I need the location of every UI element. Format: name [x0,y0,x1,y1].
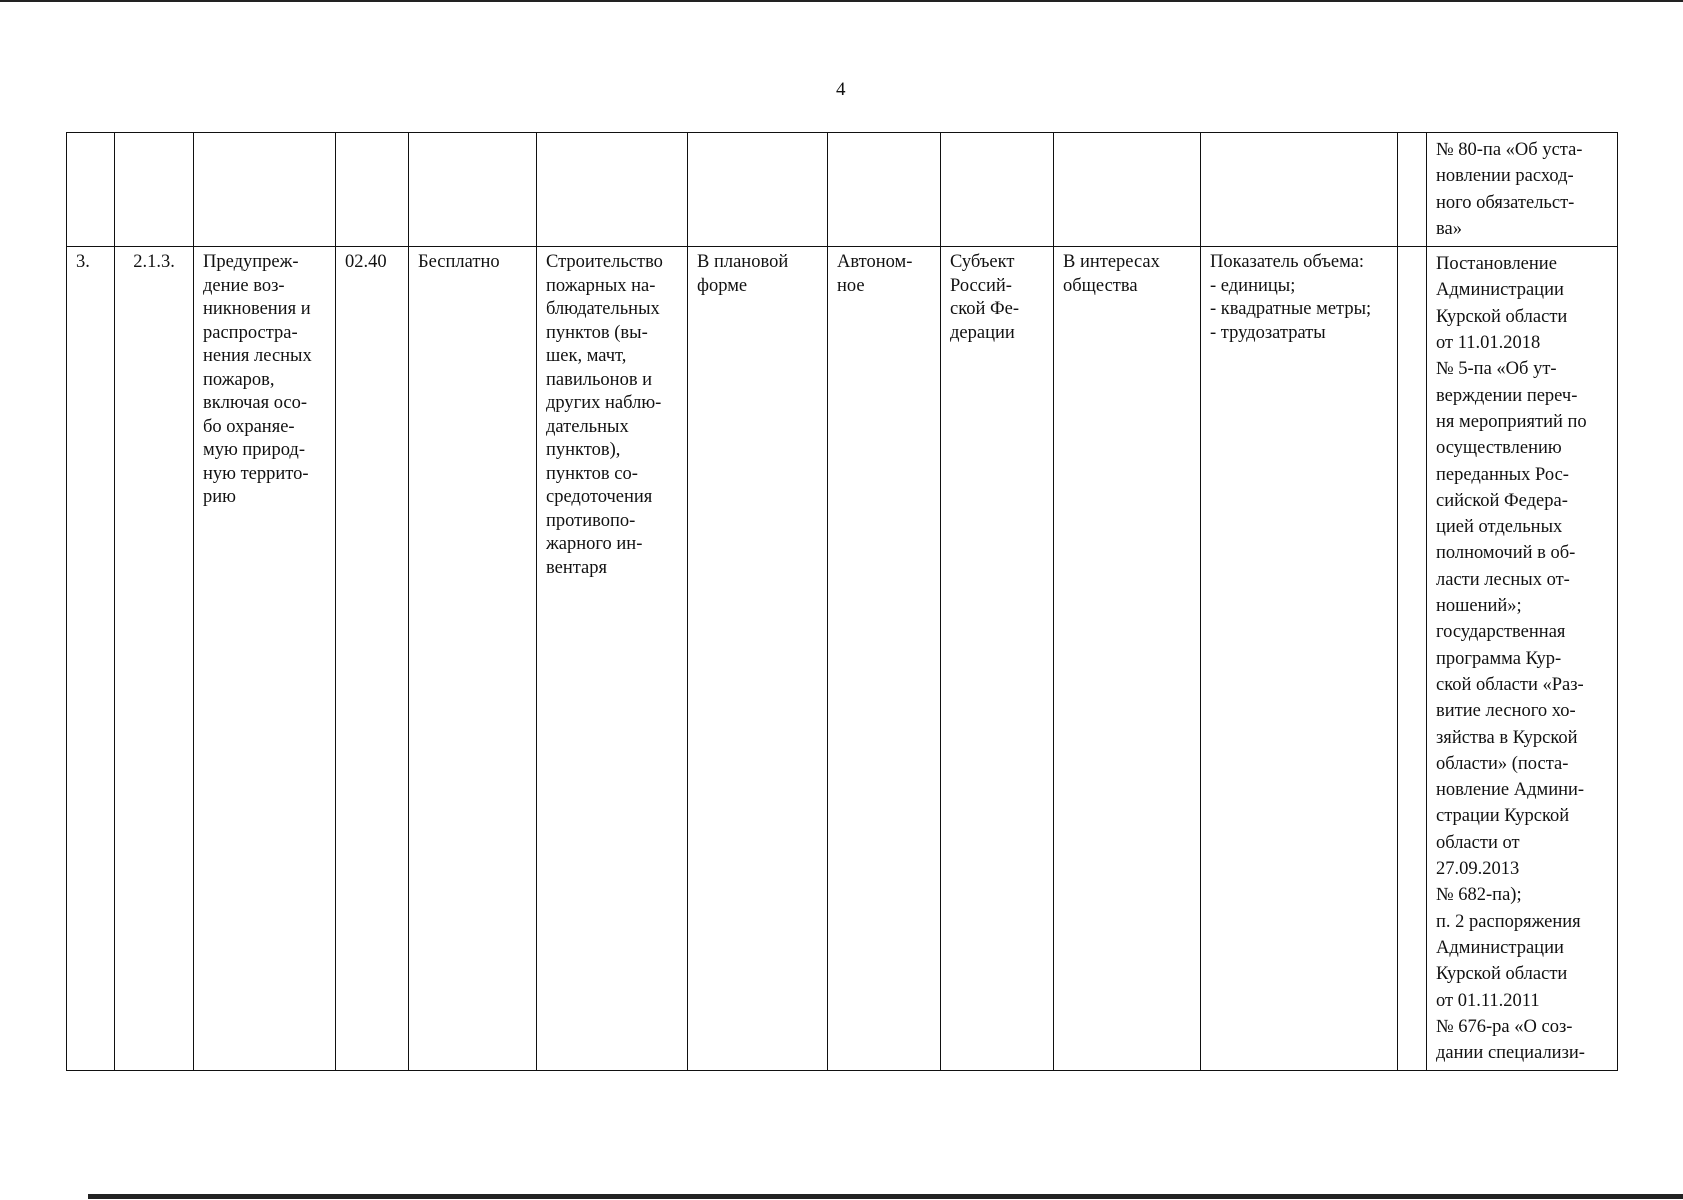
text-line: Администрации [1436,280,1564,301]
text-line: Администрации [1436,937,1564,958]
cell-empty [1398,247,1427,1071]
text-line: бо охраняе- [203,416,295,437]
cell-empty [688,133,828,247]
cell-interest [1054,247,1201,1071]
cell-content [537,247,688,1071]
cell-code: 2.1.3. [115,247,194,1071]
text-line: Показатель объема: [1210,252,1365,273]
text-line: никновения и [203,299,311,320]
text-line: рию [203,487,236,508]
text-line: Субъект [950,252,1015,273]
text-line: Курской области [1436,964,1568,985]
table-row-continuation [67,133,1618,247]
text-line: Россий- [950,275,1012,296]
text-line: В интересах [1063,252,1160,273]
text-line: пожаров, [203,369,275,390]
text-line: новление Админи- [1436,780,1585,801]
text-line: новлении расход- [1436,166,1574,187]
cell-activity-name [194,247,336,1071]
text-line: пунктов (вы- [546,322,648,343]
text-line: - квадратные метры; [1210,299,1372,320]
text-line: распростра- [203,322,298,343]
text-line: зяйства в Курской [1436,727,1578,748]
cell-payment: Бесплатно [409,247,537,1071]
text-line: ного обязательст- [1436,192,1575,213]
text-line: пожарных на- [546,275,656,296]
text-line: Предупреж- [203,252,299,273]
text-line: витие лесного хо- [1436,701,1576,722]
text-line: области» (поста- [1436,753,1569,774]
text-line: осуществлению [1436,438,1562,459]
text-line: от 11.01.2018 [1436,333,1541,354]
cell-row-number: 3. [67,247,115,1071]
cell-legal-basis [1427,247,1618,1071]
text-line: ня мероприятий по [1436,411,1587,432]
text-line: нения лесных [203,346,312,367]
activity-table [66,132,1618,1071]
text-line: Постановление [1436,254,1557,275]
text-line: шек, мачт, [546,346,627,367]
text-line: переданных Рос- [1436,464,1569,485]
text-line: ное [837,275,865,296]
text-line: ную террито- [203,463,309,484]
text-line: Курской области [1436,306,1568,327]
cell-empty [828,133,941,247]
text-line: жарного ин- [546,534,643,555]
cell-empty [1054,133,1201,247]
page-bottom-rule [88,1194,1683,1199]
table-row-3 [67,247,1618,1071]
text-line: дании специализи- [1436,1043,1585,1064]
cell-indicators [1201,247,1398,1071]
cell-empty [537,133,688,247]
text-line: 27.09.2013 [1436,859,1520,880]
text-line: сийской Федера- [1436,490,1568,511]
cell-empty [1201,133,1398,247]
text-line: ласти лесных от- [1436,569,1570,590]
cell-empty [194,133,336,247]
cell-legal-continuation [1427,133,1618,247]
text-line: Строительство [546,252,663,273]
text-line: верждении переч- [1436,385,1578,406]
text-line: полномочий в об- [1436,543,1576,564]
text-line: ношений»; [1436,596,1522,617]
text-line: пунктов), [546,440,621,461]
text-line: общества [1063,275,1138,296]
text-line: мую природ- [203,440,305,461]
text-line: области от [1436,832,1520,853]
cell-founder [941,247,1054,1071]
text-line: ской Фе- [950,299,1020,320]
text-line: противопо- [546,510,636,531]
cell-institution-type [828,247,941,1071]
cell-empty [409,133,537,247]
text-line: форме [697,275,748,296]
text-line: дательных [546,416,629,437]
text-line: павильонов и [546,369,653,390]
text-line: № 80-па «Об уста- [1436,140,1583,160]
text-line: дение воз- [203,275,285,296]
cell-empty [67,133,115,247]
page-number: 4 [836,79,846,100]
text-line: блюдательных [546,299,660,320]
text-line: средоточения [546,487,653,508]
text-line: от 01.11.2011 [1436,990,1540,1011]
text-line: государственная [1436,622,1566,643]
page-top-rule [0,0,1683,2]
text-line: № 5-па «Об ут- [1436,359,1557,380]
text-line: № 676-ра «О соз- [1436,1016,1573,1037]
text-line: В плановой [697,252,789,273]
text-line: ва» [1436,218,1462,239]
text-line: включая осо- [203,393,308,414]
cell-empty [115,133,194,247]
text-line: № 682-па); [1436,885,1522,906]
text-line: страции Курской [1436,806,1570,827]
text-line: - трудозатраты [1210,322,1326,343]
text-line: ской области «Раз- [1436,674,1584,695]
text-line: цией отдельных [1436,517,1563,538]
cell-form [688,247,828,1071]
cell-empty [1398,133,1427,247]
text-line: п. 2 распоряжения [1436,911,1581,932]
text-line: Автоном- [837,252,913,273]
cell-empty [941,133,1054,247]
cell-okved-code: 02.40 [336,247,409,1071]
text-line: дерации [950,322,1015,343]
text-line: программа Кур- [1436,648,1562,669]
text-line: пунктов со- [546,463,638,484]
text-line: - единицы; [1210,275,1296,296]
cell-empty [336,133,409,247]
text-line: вентаря [546,557,608,578]
text-line: других наблю- [546,393,662,414]
